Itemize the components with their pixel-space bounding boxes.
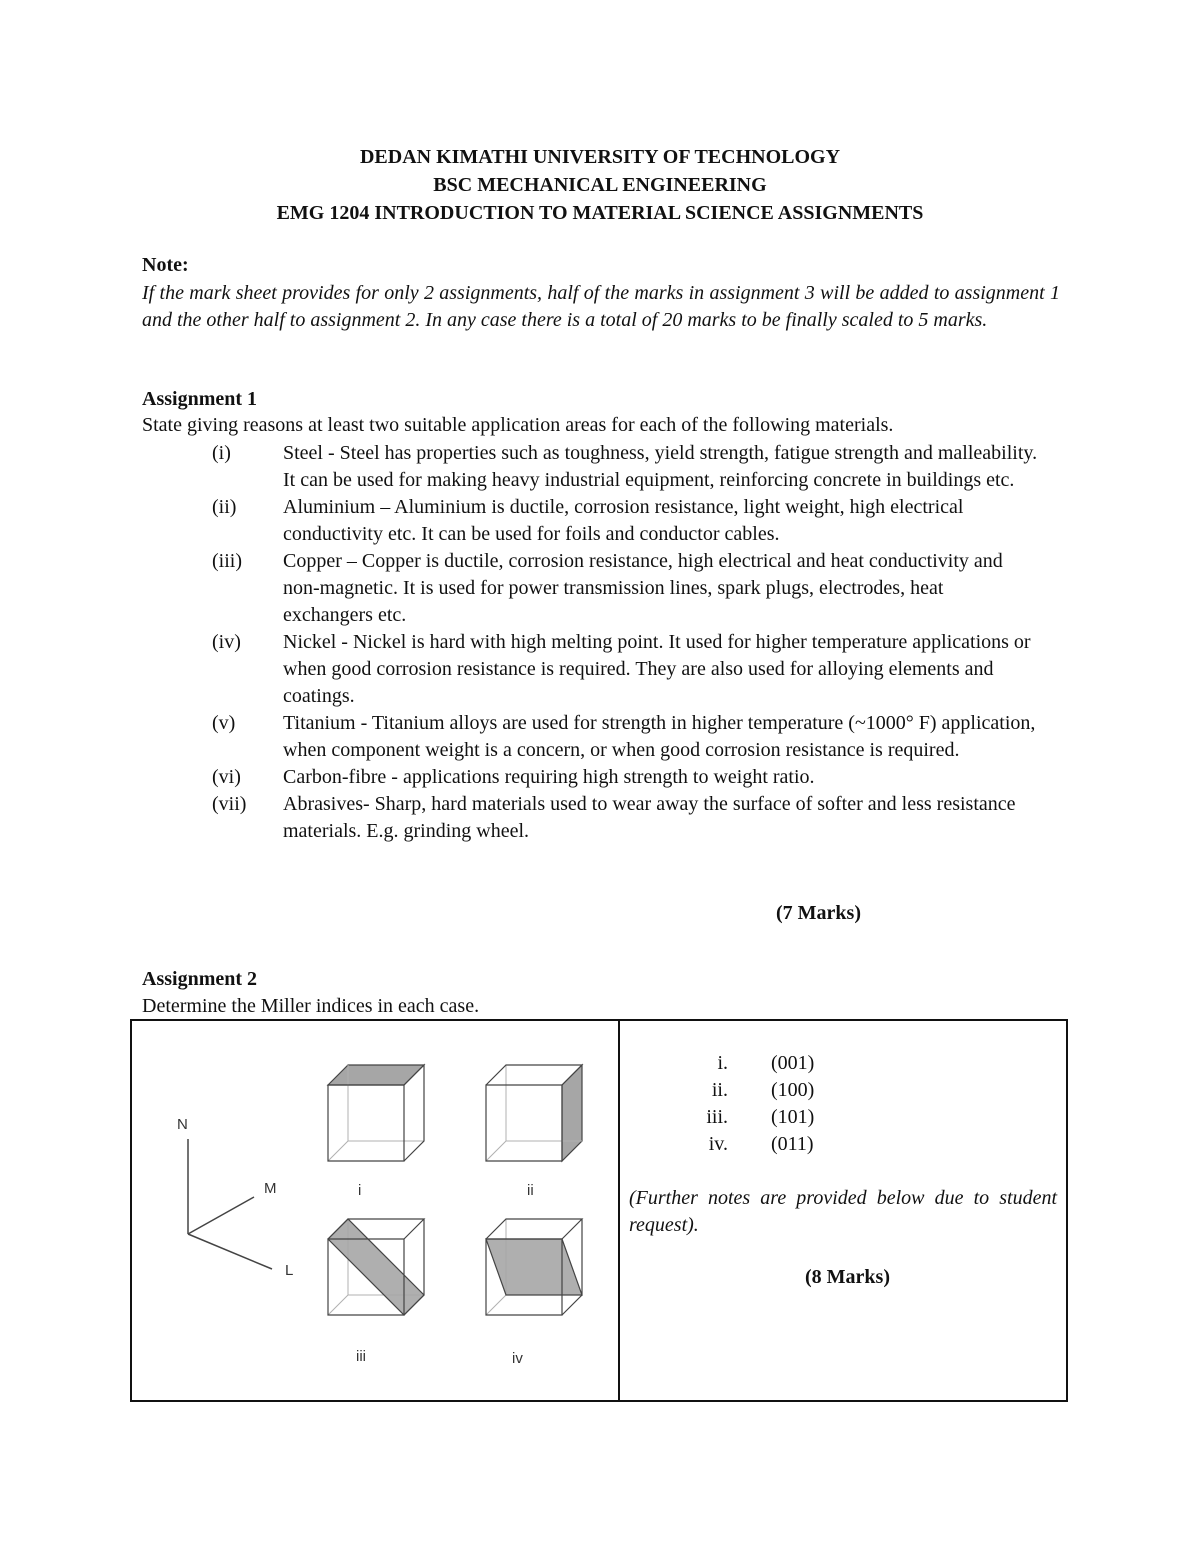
list-item-text: Aluminium – Aluminium is ductile, corrosion resistance, light weight, high electrical conductivity etc. It can be used for foils and conductor cables. — [283, 496, 964, 545]
assignment1-title: Assignment 1 — [142, 388, 258, 410]
assignment1-intro: State giving reasons at least two suitable application areas for each of the following materials. — [142, 414, 894, 436]
list-item — [142, 548, 1042, 629]
answer-row — [640, 1077, 814, 1104]
list-item-number: (vi) — [212, 766, 241, 788]
list-item — [142, 440, 1042, 494]
note-text: If the mark sheet provides for only 2 assignments, half of the marks in assignment 3 will be added to assignment 1 and the other half to assignment 2. In any case there is a total of 20 marks to be finally scaled to 5 marks. — [142, 282, 1060, 331]
answer-number: i. — [717, 1052, 728, 1074]
axis-label-l: L — [285, 1262, 294, 1279]
list-item — [142, 494, 1042, 548]
answer-value: (001) — [771, 1052, 815, 1074]
list-item-number: (i) — [212, 442, 231, 464]
list-item-number: (vii) — [212, 793, 247, 815]
axis-label-n: N — [177, 1116, 188, 1133]
list-item-text: Carbon-fibre - applications requiring high strength to weight ratio. — [283, 766, 815, 788]
further-notes: (Further notes are provided below due to student request). — [629, 1187, 1057, 1236]
list-item — [142, 791, 1042, 845]
document-header — [0, 143, 1200, 227]
list-item — [142, 764, 1042, 791]
university-name: DEDAN KIMATHI UNIVERSITY OF TECHNOLOGY — [359, 146, 841, 168]
list-item-number: (iii) — [212, 550, 242, 572]
assignment2-title: Assignment 2 — [142, 968, 258, 990]
answer-number: iv. — [708, 1133, 728, 1155]
list-item-text: Copper – Copper is ductile, corrosion resistance, high electrical and heat conductivity and non-magnetic. It is used for power transmission lines, spark plugs, electrodes, heat exchangers etc. — [283, 550, 1003, 626]
cube-top-edges — [486, 1219, 582, 1239]
hidden-edge — [486, 1141, 506, 1161]
list-item-text: Steel - Steel has properties such as toughness, yield strength, fatigue strength and malleability. It can be used for making heavy industrial equipment, reinforcing concrete in buildings etc. — [283, 442, 1038, 491]
cube-label-iv: iv — [512, 1350, 523, 1367]
cube-label-iii: iii — [356, 1348, 366, 1365]
list-item-text: Titanium - Titanium alloys are used for strength in higher temperature (~1000° F) application, when component weight is a concern, or when good corrosion resistance is required. — [283, 712, 1036, 761]
assignment2-marks: (8 Marks) — [805, 1266, 890, 1288]
list-item-text: Abrasives- Sharp, hard materials used to wear away the surface of softer and less resistance materials. E.g. grinding wheel. — [283, 793, 1016, 842]
cube-label-ii: ii — [527, 1182, 534, 1199]
answer-value: (100) — [771, 1079, 815, 1101]
hidden-edge — [328, 1295, 348, 1315]
answer-value: (101) — [771, 1106, 815, 1128]
answer-row — [640, 1050, 814, 1077]
list-item-number: (iv) — [212, 631, 241, 653]
answer-number: ii. — [711, 1079, 728, 1101]
cube-label-i: i — [358, 1182, 362, 1199]
table-column-divider — [618, 1019, 620, 1402]
answer-value: (011) — [771, 1133, 814, 1155]
assignment2-intro: Determine the Miller indices in each case. — [142, 995, 480, 1017]
cube-ii — [486, 1065, 582, 1199]
cube-iii — [328, 1219, 424, 1365]
assignment1-marks: (7 Marks) — [776, 902, 861, 924]
note-title: Note: — [142, 254, 189, 276]
axes-diagram — [177, 1116, 293, 1279]
program-name: BSC MECHANICAL ENGINEERING — [433, 174, 767, 196]
course-title: EMG 1204 INTRODUCTION TO MATERIAL SCIENCE ASSIGNMENTS — [276, 202, 924, 224]
hidden-edge — [486, 1295, 506, 1315]
hidden-edge — [328, 1141, 348, 1161]
cube-iv — [486, 1219, 582, 1367]
list-item — [142, 710, 1042, 764]
answer-number: iii. — [706, 1106, 728, 1128]
list-item-number: (ii) — [212, 496, 237, 518]
shaded-plane — [328, 1065, 424, 1085]
shaded-plane — [562, 1065, 582, 1161]
list-item — [142, 629, 1042, 710]
assignment1-list — [142, 440, 1042, 845]
miller-answers — [640, 1050, 814, 1158]
list-item-number: (v) — [212, 712, 236, 734]
shaded-plane — [486, 1239, 582, 1295]
list-item-text: Nickel - Nickel is hard with high melting point. It used for higher temperature applications or when good corrosion resistance is required. They are also used for alloying elements and coatings. — [283, 631, 1031, 707]
axis-label-m: M — [264, 1180, 277, 1197]
cube-i — [328, 1065, 424, 1199]
m-axis-line — [188, 1197, 254, 1234]
answer-row — [640, 1131, 814, 1158]
miller-indices-figure — [132, 1021, 616, 1400]
l-axis-line — [188, 1234, 272, 1269]
answer-row — [640, 1104, 814, 1131]
